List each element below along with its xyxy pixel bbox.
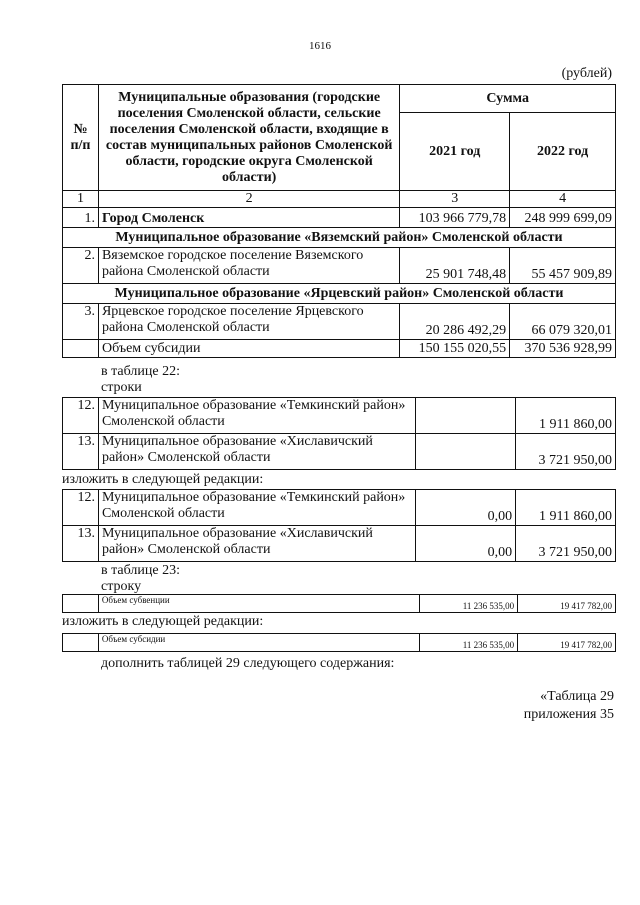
section-heading: Муниципальное образование «Вяземский район» Смоленской области (63, 228, 616, 248)
table-row (63, 398, 616, 434)
text-table-22: в таблице 22: (101, 364, 180, 379)
row-value-2021: 11 236 535,00 (420, 595, 518, 613)
row-name: Ярцевское городское поселение Ярцевского района Смоленской области (98, 304, 399, 340)
header-2021: 2021 год (400, 113, 510, 191)
row-value-2021 (416, 398, 516, 434)
table-row (63, 248, 616, 284)
table-row (63, 208, 616, 228)
row-value-2022: 3 721 950,00 (516, 526, 616, 562)
row-number: 2. (63, 248, 99, 284)
subsidy-table (62, 84, 616, 358)
row-number: 13. (63, 526, 99, 562)
row-name: Вяземское городское поселение Вяземского района Смоленской области (98, 248, 399, 284)
row-value-2022: 3 721 950,00 (516, 434, 616, 470)
page-number: 1616 (309, 40, 331, 52)
row-value-2022: 1 911 860,00 (516, 398, 616, 434)
text-row: строку (101, 579, 142, 594)
text-rows: строки (101, 380, 142, 395)
row-value-2022: 19 417 782,00 (518, 634, 616, 652)
row-value-2021: 11 236 535,00 (420, 634, 518, 652)
total-value-2022: 370 536 928,99 (510, 340, 616, 358)
units-label: (рублей) (561, 66, 612, 81)
colnum-3: 3 (400, 191, 510, 208)
table-row (63, 490, 616, 526)
row-name: Муниципальное образование «Хиславичский район» Смоленской области (98, 526, 415, 562)
row-name: Муниципальное образование «Темкинский район» Смоленской области (98, 398, 415, 434)
row-value-2022: 1 911 860,00 (516, 490, 616, 526)
row-value-2022: 248 999 699,09 (510, 208, 616, 228)
row-number: 1. (63, 208, 99, 228)
table-caption: «Таблица 29 (540, 689, 614, 704)
table22-old-rows (62, 397, 616, 470)
row-value-2022: 55 457 909,89 (510, 248, 616, 284)
header-sum: Сумма (400, 85, 616, 113)
row-name: Объем субвенции (98, 595, 419, 613)
text-add-table: дополнить таблицей 29 следующего содержания: (101, 656, 395, 671)
table22-new-rows (62, 489, 616, 562)
section-heading: Муниципальное образование «Ярцевский район» Смоленской области (63, 284, 616, 304)
row-name: Муниципальное образование «Хиславичский район» Смоленской области (98, 434, 415, 470)
header-name: Муниципальные образования (городские поселения Смоленской области, сельские поселения Смоленской области, входящие в состав муниципальных районов Смоленской области, городские округа Смоленской области) (98, 85, 399, 191)
colnum-4: 4 (510, 191, 616, 208)
table23-old-row (62, 594, 616, 613)
total-label: Объем субсидии (98, 340, 399, 358)
appendix-caption: приложения 35 (523, 707, 614, 722)
table-row (63, 634, 616, 652)
row-value-2021: 25 901 748,48 (400, 248, 510, 284)
row-value-2022: 19 417 782,00 (518, 595, 616, 613)
row-number: 13. (63, 434, 99, 470)
colnum-2: 2 (98, 191, 399, 208)
table-row (63, 526, 616, 562)
table-row (63, 595, 616, 613)
row-number: 12. (63, 490, 99, 526)
header-number: № п/п (63, 85, 99, 191)
colnum-1: 1 (63, 191, 99, 208)
row-value-2021: 103 966 779,78 (400, 208, 510, 228)
row-value-2021 (416, 434, 516, 470)
text-redaction: изложить в следующей редакции: (62, 472, 264, 487)
row-value-2021: 20 286 492,29 (400, 304, 510, 340)
table23-new-row (62, 633, 616, 652)
text-table-23: в таблице 23: (101, 563, 180, 578)
row-value-2021: 0,00 (416, 490, 516, 526)
row-name: Объем субсидии (98, 634, 419, 652)
row-value-2022: 66 079 320,01 (510, 304, 616, 340)
table-row (63, 434, 616, 470)
row-number: 3. (63, 304, 99, 340)
row-name: Город Смоленск (98, 208, 399, 228)
row-value-2021: 0,00 (416, 526, 516, 562)
text-redaction: изложить в следующей редакции: (62, 614, 264, 629)
total-value-2021: 150 155 020,55 (400, 340, 510, 358)
table-row (63, 304, 616, 340)
row-number: 12. (63, 398, 99, 434)
total-row (63, 340, 616, 358)
row-name: Муниципальное образование «Темкинский район» Смоленской области (98, 490, 415, 526)
header-2022: 2022 год (510, 113, 616, 191)
